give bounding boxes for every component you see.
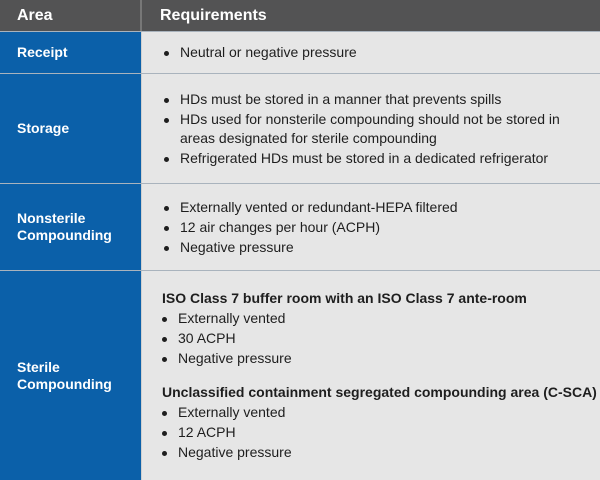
list-item: Negative pressure <box>164 238 600 257</box>
table-header <box>0 0 600 31</box>
group-heading: Unclassified containment segregated compounding area (C-SCA) <box>162 384 597 400</box>
header-requirements: Requirements <box>160 7 267 24</box>
list-item: Externally vented <box>162 403 600 422</box>
list-item: Neutral or negative pressure <box>164 43 600 62</box>
list-item: 30 ACPH <box>162 329 600 348</box>
list-item: Refrigerated HDs must be stored in a dedicated refrigerator <box>164 149 584 168</box>
area-label: Sterile Compounding <box>0 271 142 480</box>
list-item: HDs used for nonsterile compounding should not be stored in areas designated for sterile compounding <box>164 110 584 148</box>
table-row-storage <box>0 73 600 183</box>
table-row-sterile <box>0 270 600 480</box>
area-label: Storage <box>0 74 142 183</box>
list-item: Negative pressure <box>162 443 600 462</box>
list-item: Negative pressure <box>162 349 600 368</box>
area-label: Receipt <box>0 32 142 73</box>
table-row-receipt <box>0 31 600 73</box>
list-item: 12 air changes per hour (ACPH) <box>164 218 600 237</box>
list-item: HDs must be stored in a manner that prevents spills <box>164 90 584 109</box>
list-item: Externally vented or redundant-HEPA filtered <box>164 198 600 217</box>
group-heading: ISO Class 7 buffer room with an ISO Class 7 ante-room <box>162 290 527 306</box>
list-item: 12 ACPH <box>162 423 600 442</box>
list-item: Externally vented <box>162 309 600 328</box>
area-label: Nonsterile Compounding <box>0 184 142 270</box>
table-row-nonsterile <box>0 183 600 270</box>
header-area: Area <box>0 0 142 31</box>
